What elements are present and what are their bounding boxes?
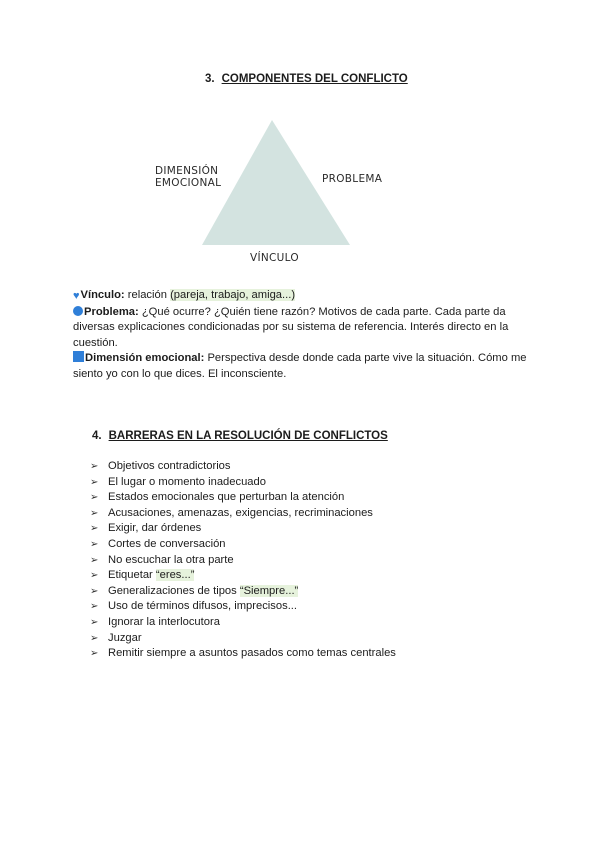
arrow-bullet-icon: ➢ xyxy=(90,461,99,472)
definition-text: ¿Qué ocurre? ¿Quién tiene razón? Motivos de cada parte. Cada parte da diversas explicaciones condicionadas por su sistema de referencia. Interés directo en la cuestión. xyxy=(73,305,509,349)
blue-circle-icon xyxy=(73,306,83,316)
section-title: COMPONENTES DEL CONFLICTO xyxy=(221,73,408,85)
definition-text: Perspectiva desde donde cada parte vive la situación. Cómo me siento yo con lo que dices. El inconsciente. xyxy=(73,352,527,380)
list-item-text: Estados emocionales que perturban la atención xyxy=(108,491,345,504)
list-item xyxy=(90,475,396,491)
section-number: 4. xyxy=(92,430,102,442)
label-emotional-line1: DIMENSIÓN xyxy=(155,165,219,177)
list-item-text: Ignorar la interlocutora xyxy=(108,615,220,628)
definition-text: relación xyxy=(124,289,171,301)
label-bond: VÍNCULO xyxy=(250,252,299,264)
definition-term: Vínculo: xyxy=(80,289,125,301)
list-item-text: Acusaciones, amenazas, exigencias, recriminaciones xyxy=(108,506,373,519)
list-item xyxy=(90,537,396,553)
label-problem: PROBLEMA xyxy=(322,173,383,185)
definition-dimension-emocional xyxy=(73,351,533,382)
highlighted-text: “Siempre...” xyxy=(239,584,299,597)
arrow-bullet-icon: ➢ xyxy=(90,648,99,660)
arrow-bullet-icon: ➢ xyxy=(90,554,99,566)
list-item xyxy=(90,521,396,537)
blue-heart-icon: ♥ xyxy=(73,290,80,302)
list-item xyxy=(90,631,396,647)
list-item xyxy=(90,506,396,522)
list-item-text: Exigir, dar órdenes xyxy=(108,522,202,535)
list-item xyxy=(90,615,396,631)
list-item-text: No escuchar la otra parte xyxy=(108,553,234,566)
list-item xyxy=(90,459,396,475)
list-item-text: Uso de términos difusos, imprecisos... xyxy=(108,600,298,613)
highlighted-text: “eres...” xyxy=(155,569,195,582)
section-4-heading xyxy=(92,430,388,442)
arrow-bullet-icon: ➢ xyxy=(90,538,99,550)
arrow-bullet-icon: ➢ xyxy=(90,570,99,582)
blue-square-icon xyxy=(73,351,84,362)
section-3-heading xyxy=(205,73,408,85)
definition-problema xyxy=(73,305,533,352)
triangle-diagram xyxy=(150,115,410,265)
list-item xyxy=(90,553,396,569)
list-item-text: Remitir siempre a asuntos pasados como temas centrales xyxy=(108,647,396,660)
list-item xyxy=(90,584,396,600)
section-title: BARRERAS EN LA RESOLUCIÓN DE CONFLICTOS xyxy=(108,430,388,442)
section-number: 3. xyxy=(205,73,215,85)
list-item-text: Cortes de conversación xyxy=(108,537,226,550)
arrow-bullet-icon: ➢ xyxy=(90,632,99,644)
list-item-text: Etiquetar xyxy=(108,569,156,582)
list-item xyxy=(90,490,396,506)
definition-term: Dimensión emocional: xyxy=(85,352,205,365)
label-emotional-dimension xyxy=(155,165,221,189)
highlighted-text: (pareja, trabajo, amiga...) xyxy=(170,289,296,301)
arrow-bullet-icon: ➢ xyxy=(90,476,99,488)
arrow-bullet-icon: ➢ xyxy=(90,601,99,613)
list-item-text: Generalizaciones de tipos xyxy=(108,584,240,597)
list-item-text: Juzgar xyxy=(108,631,142,644)
list-item xyxy=(90,599,396,615)
list-item xyxy=(90,646,396,662)
conflict-components-diagram xyxy=(150,115,410,265)
list-item-text: El lugar o momento inadecuado xyxy=(108,475,266,488)
list-item-text: Objetivos contradictorios xyxy=(108,460,231,472)
arrow-bullet-icon: ➢ xyxy=(90,585,99,597)
arrow-bullet-icon: ➢ xyxy=(90,507,99,519)
definition-vinculo xyxy=(73,288,533,305)
arrow-bullet-icon: ➢ xyxy=(90,616,99,628)
arrow-bullet-icon: ➢ xyxy=(90,492,99,504)
label-emotional-line2: EMOCIONAL xyxy=(155,177,222,189)
barriers-list xyxy=(90,459,396,662)
definitions-block xyxy=(73,288,533,383)
arrow-bullet-icon: ➢ xyxy=(90,523,99,535)
list-item xyxy=(90,568,396,584)
definition-term: Problema: xyxy=(84,305,139,318)
